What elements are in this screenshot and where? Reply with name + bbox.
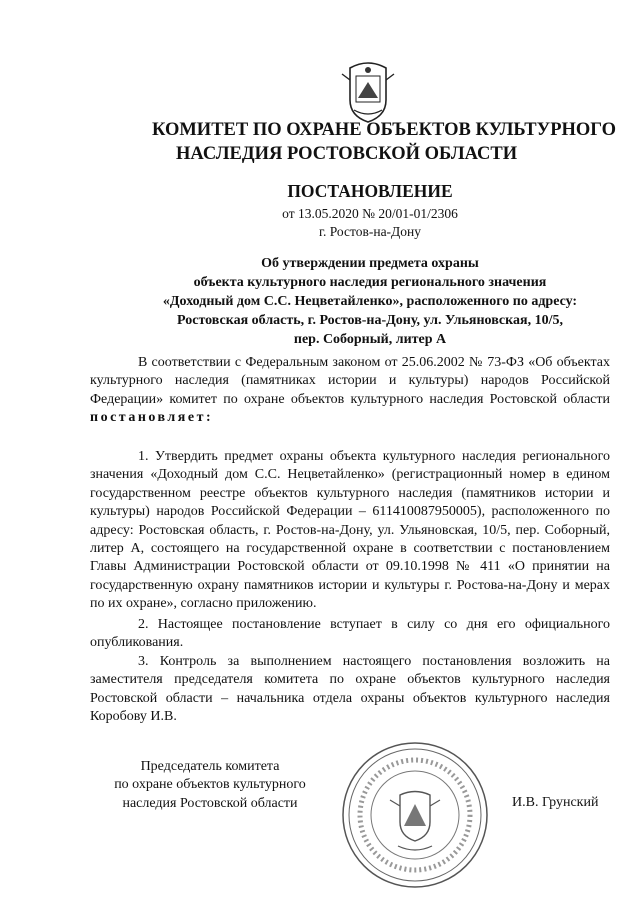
subject-line: Об утверждении предмета охраны <box>261 256 479 271</box>
preamble-text: В соответствии с Федеральным законом от 25.06.2002 № 73-ФЗ «Об объектах культурного наследия (памятниках истории и культуры) народов Российской Федерации» комитет по охране объектов культурного наследия Ростовской области <box>90 355 610 407</box>
subject-line: Ростовская область, г. Ростов-на-Дону, ул. Ульяновская, 10/5, <box>177 313 563 328</box>
subject-line: «Доходный дом С.С. Нецветайленко», расположенного по адресу: <box>162 294 578 309</box>
resolves-word: постановляет: <box>90 410 214 426</box>
preamble-paragraph <box>90 354 610 428</box>
document-date-number: от 13.05.2020 № 20/01-01/2306 <box>282 206 458 221</box>
signatory-position <box>90 758 330 813</box>
document-type: ПОСТАНОВЛЕНИЕ <box>287 181 453 201</box>
org-line-1: КОМИТЕТ ПО ОХРАНЕ ОБЪЕКТОВ КУЛЬТУРНОГО <box>152 120 616 140</box>
position-line: по охране объектов культурного <box>114 777 306 793</box>
organization-name <box>100 118 640 166</box>
item-1-paragraph <box>90 448 610 614</box>
item-3-paragraph: 3. Контроль за выполнением настоящего постановления возложить на заместителя председателя комитета по охране объектов культурного наследия Ростовской области – начальника отдела охраны объектов культурного наследия Коробову И.В. <box>90 654 610 725</box>
position-line: Председатель комитета <box>140 759 280 774</box>
document-subject <box>110 254 630 349</box>
item-1-text: 1. Утвердить предмет охраны объекта культурного наследия регионального значения «Доходный дом С.С. Нецветайленко» (регистрационный номер в едином государственном реестре объектов культурного наследия (памятников истории и культуры) народов Российской Федерации – 611410087950005), расположенного по адресу: Ростовская область, г. Ростов-на-Дону, ул. Ульяновская, 10/5, пер. Соборный, литер А, состоящего на государственной охране в соответствии с постановлением Главы Администрации Ростовской области от 09.10.1998 № 411 «О принятии на государственную охрану памятников истории и культуры г. Ростова-на-Дону и мерах по их охране», согласно приложению. <box>90 449 610 612</box>
position-line: наследия Ростовской области <box>122 795 298 811</box>
subject-line: пер. Соборный, литер А <box>293 332 447 347</box>
org-line-2: НАСЛЕДИЯ РОСТОВСКОЙ ОБЛАСТИ <box>176 144 518 164</box>
coat-of-arms-icon <box>340 60 396 126</box>
item-2-paragraph: 2. Настоящее постановление вступает в силу со дня его официального опубликования. <box>90 617 610 651</box>
official-seal-icon <box>340 740 490 890</box>
subject-line: объекта культурного наследия регионального значения <box>193 275 547 290</box>
document-city: г. Ростов-на-Дону <box>318 224 421 239</box>
document-meta <box>220 205 520 241</box>
signatory-name: И.В. Грунский <box>512 795 599 810</box>
